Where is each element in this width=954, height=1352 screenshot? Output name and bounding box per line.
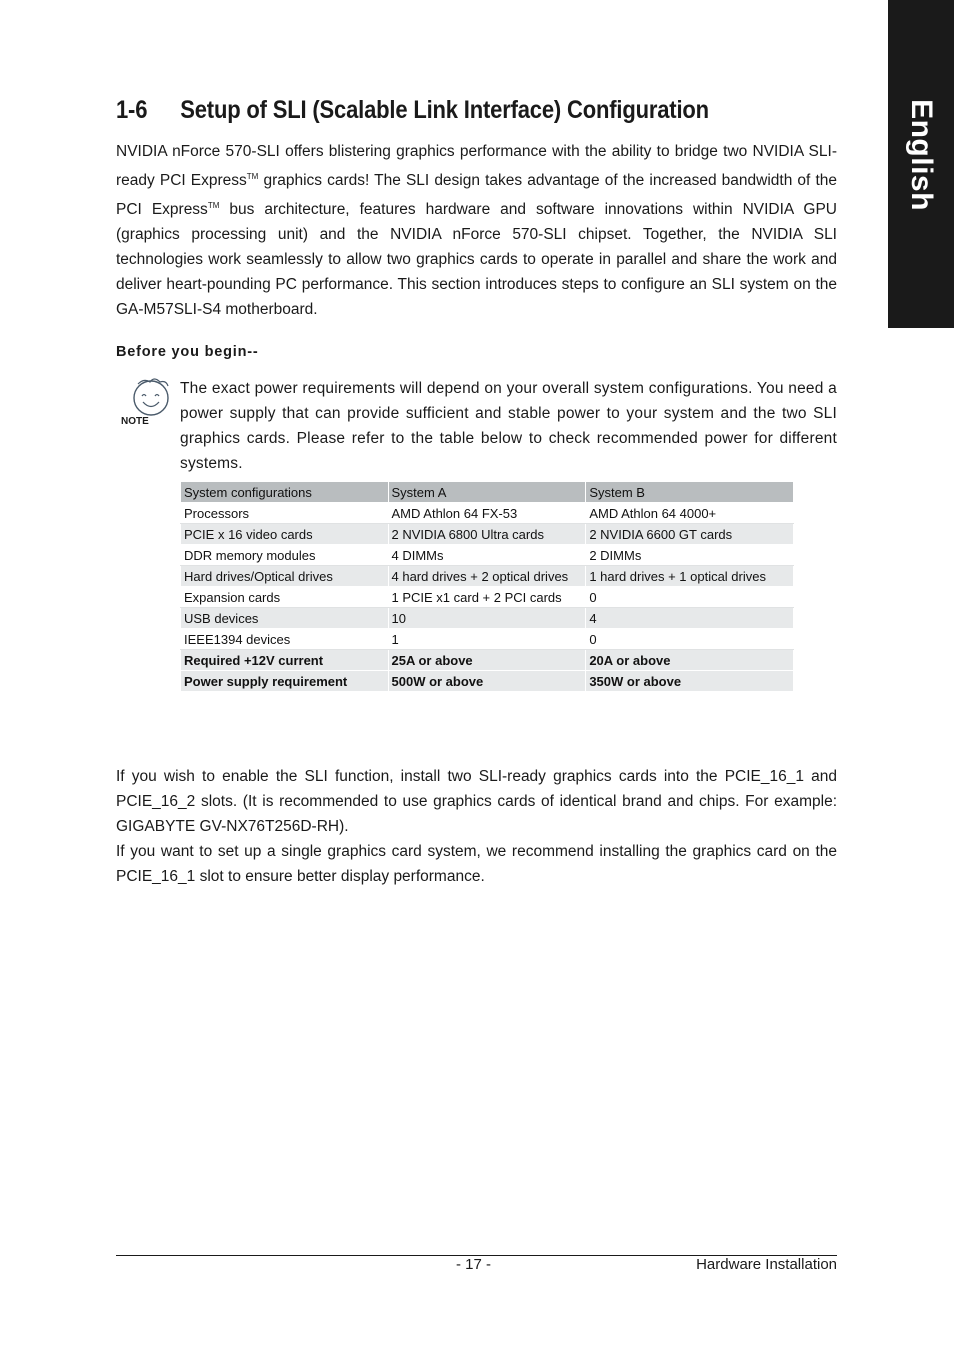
table-cell: 4 DIMMs — [388, 545, 586, 566]
note-icon-label: NOTE — [121, 416, 149, 427]
table-cell: 0 — [586, 629, 794, 650]
table-cell: IEEE1394 devices — [181, 629, 389, 650]
table-row — [181, 587, 794, 608]
intro-text-3: bus architecture, features hardware and software innovations within NVIDIA GPU (graphics processing unit) and the NVIDIA nForce 570-SLI chipset. Together, the NVIDIA SLI technologies work seamlessly to allow two graphics cards to operate in parallel and share the work and deliver heart-pounding PC performance. This section introduces steps to configure an SLI system on the GA-M57SLI-S4 motherboard. — [116, 201, 837, 319]
section-number: 1-6 — [116, 96, 148, 124]
table-row — [181, 545, 794, 566]
note-icon — [120, 374, 178, 428]
language-tab — [888, 0, 954, 328]
intro-text-1: NVIDIA nForce 570-SLI offers blistering graphics performance with the ability to bridge two NVIDIA SLI-ready PCI Express — [116, 143, 837, 190]
before-you-begin-label: Before you begin-- — [116, 344, 259, 360]
table-cell: 1 PCIE x1 card + 2 PCI cards — [388, 587, 586, 608]
language-tab-label: English — [905, 99, 938, 211]
table-cell: 1 — [388, 629, 586, 650]
table-cell: AMD Athlon 64 FX-53 — [388, 503, 586, 524]
table-cell: 2 NVIDIA 6800 Ultra cards — [388, 524, 586, 545]
table-header-row — [181, 482, 794, 503]
table-row — [181, 671, 794, 692]
footer-section-name: Hardware Installation — [696, 1256, 837, 1273]
table-cell: 2 DIMMs — [586, 545, 794, 566]
table-cell: Processors — [181, 503, 389, 524]
section-heading — [116, 96, 709, 125]
sli-instructions — [116, 764, 837, 889]
table-row — [181, 629, 794, 650]
sli-paragraph-1: If you wish to enable the SLI function, install two SLI-ready graphics cards into the PCIE_16_1 and PCIE_16_2 slots. (It is recommended to use graphics cards of identical brand and chips. For example: GIGABYTE GV-NX76T256D-RH). — [116, 768, 837, 835]
table-header-cell: System A — [388, 482, 586, 503]
table-cell: Required +12V current — [181, 650, 389, 671]
table-header-cell: System B — [586, 482, 794, 503]
table-row — [181, 524, 794, 545]
table-cell: 4 — [586, 608, 794, 629]
page-number: - 17 - — [456, 1256, 492, 1273]
table-cell: USB devices — [181, 608, 389, 629]
sli-paragraph-2: If you want to set up a single graphics card system, we recommend installing the graphics card on the PCIE_16_1 slot to ensure better display performance. — [116, 843, 837, 885]
trademark-mark: TM — [246, 172, 259, 181]
intro-paragraph — [116, 139, 837, 322]
table-cell: Expansion cards — [181, 587, 389, 608]
table-row — [181, 608, 794, 629]
section-title: Setup of SLI (Scalable Link Interface) Configuration — [180, 96, 709, 124]
table-cell: AMD Athlon 64 4000+ — [586, 503, 794, 524]
table-cell: 1 hard drives + 1 optical drives — [586, 566, 794, 587]
table-header-cell: System configurations — [181, 482, 389, 503]
table-cell: 2 NVIDIA 6600 GT cards — [586, 524, 794, 545]
intro-text-2: graphics cards! The SLI design takes advantage of the increased bandwidth of the PCI Express — [116, 172, 837, 219]
table-cell: 4 hard drives + 2 optical drives — [388, 566, 586, 587]
table-row — [181, 503, 794, 524]
table-cell: 500W or above — [388, 671, 586, 692]
table-cell: Hard drives/Optical drives — [181, 566, 389, 587]
table-cell: 0 — [586, 587, 794, 608]
trademark-mark: TM — [207, 201, 220, 211]
table-cell: PCIE x 16 video cards — [181, 524, 389, 545]
note-text: The exact power requirements will depend on your overall system configurations. You need a power supply that can provide sufficient and stable power to your system and the two SLI graphics cards. Please refer to the table below to check recommended power for different systems. — [180, 380, 837, 472]
power-requirements-table — [180, 481, 794, 692]
table-cell: 20A or above — [586, 650, 794, 671]
table-cell: DDR memory modules — [181, 545, 389, 566]
table-cell: Power supply requirement — [181, 671, 389, 692]
table-cell: 10 — [388, 608, 586, 629]
table-cell: 350W or above — [586, 671, 794, 692]
table-row — [181, 650, 794, 671]
table-row — [181, 566, 794, 587]
table-cell: 25A or above — [388, 650, 586, 671]
